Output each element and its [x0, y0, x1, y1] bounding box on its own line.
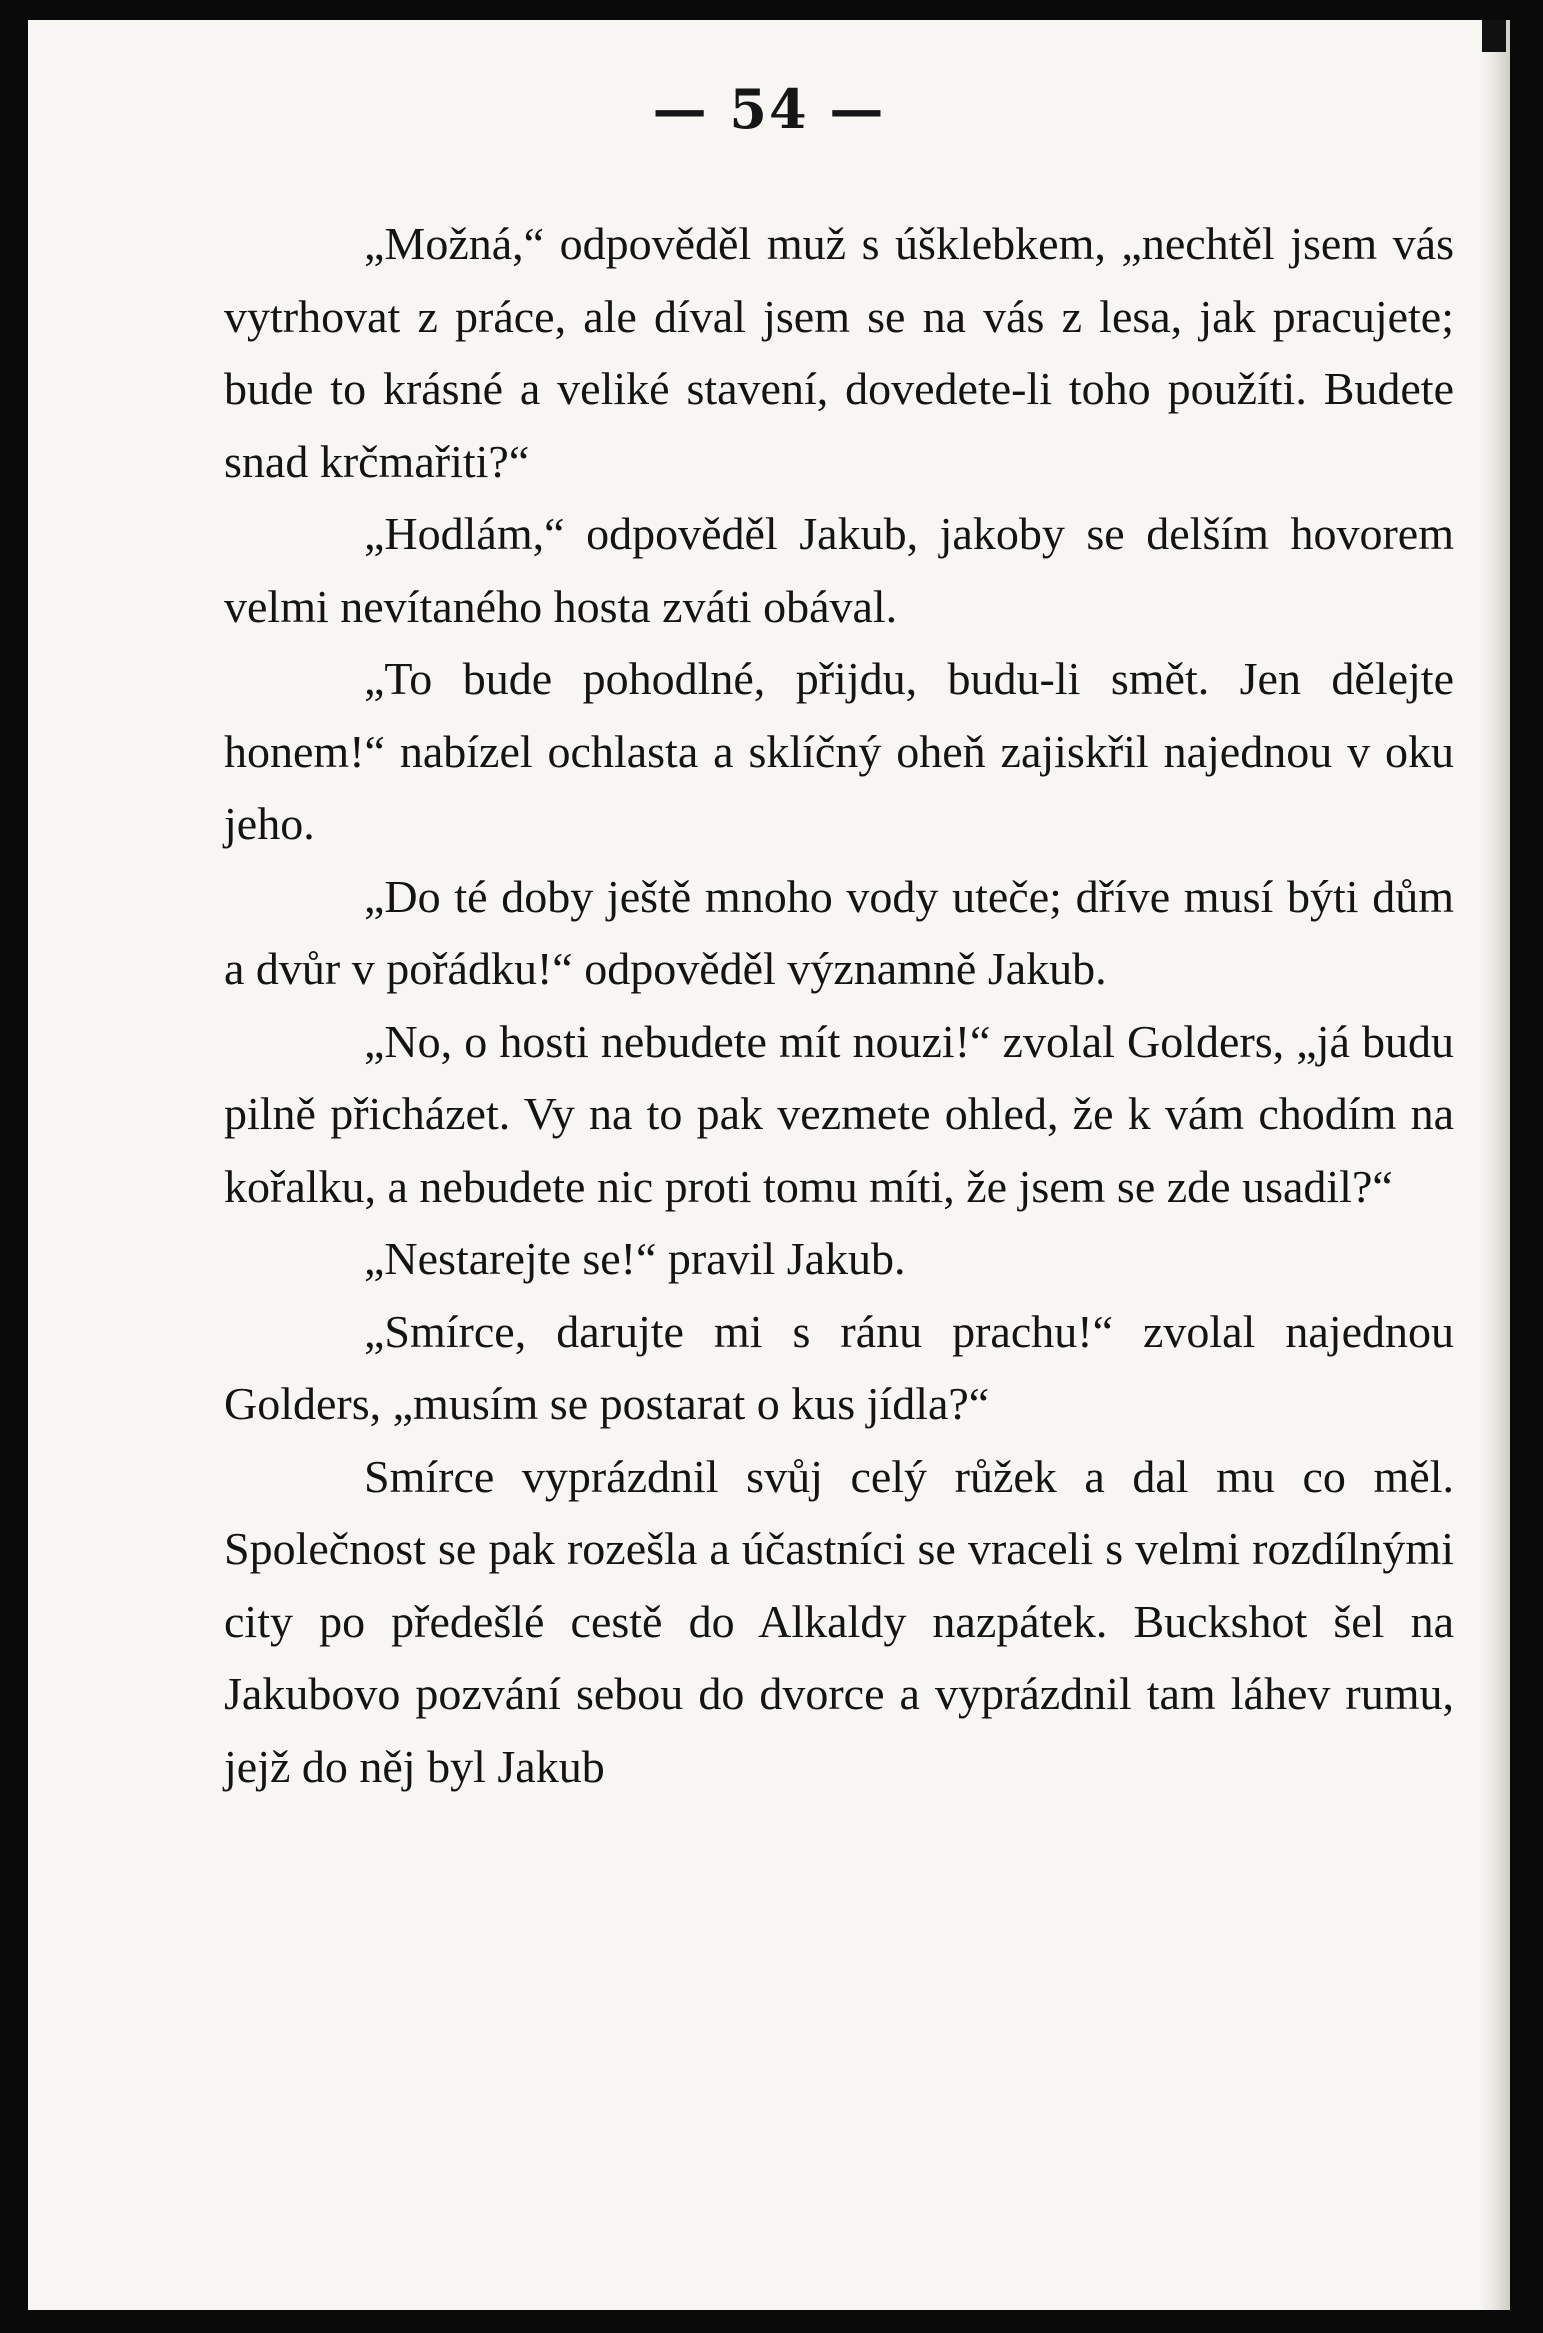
paragraph: Smírce vyprázdnil svůj celý růžek a dal mu co měl. Společnost se pak rozešla a účastníci se vraceli s velmi rozdílnými city po předešlé cestě do Alkaldy nazpátek. Buckshot šel na Jakubovo pozvání sebou do dvorce a vyprázdnil tam láhev rumu, jejž do něj byl Jakub	[224, 1450, 1454, 1792]
paragraph: „Do té doby ještě mnoho vody uteče; dříve musí býti dům a dvůr v pořádku!“ odpověděl významně Jakub.	[224, 870, 1454, 994]
paragraph: „Smírce, darujte mi s ránu prachu!“ zvolal najednou Golders, „musím se postarat o kus jídla?“	[224, 1305, 1454, 1429]
page-number: — 54 —	[652, 77, 886, 141]
scan-corner-mark	[1482, 20, 1506, 52]
paragraph: „Hodlám,“ odpověděl Jakub, jakoby se delším hovorem velmi nevítaného hosta zváti obával.	[224, 508, 1454, 632]
page-edge-shadow	[1480, 20, 1510, 2310]
book-page	[28, 20, 1510, 2310]
paragraph: „No, o hosti nebudete mít nouzi!“ zvolal Golders, „já budu pilně přicházet. Vy na to pak vezmete ohled, že k vám chodím na kořalku, a nebudete nic proti tomu míti, že jsem se zde usadil?“	[224, 1015, 1454, 1212]
paragraph: „Nestarejte se!“ pravil Jakub.	[364, 1233, 906, 1284]
body-text	[224, 208, 1454, 1803]
paragraph: „To bude pohodlné, přijdu, budu-li smět. Jen dělejte honem!“ nabízel ochlasta a sklíčný oheň zajiskřil najednou v oku jeho.	[224, 653, 1454, 849]
paragraph: „Možná,“ odpověděl muž s úšklebkem, „nechtěl jsem vás vytrhovat z práce, ale díval jsem se na vás z lesa, jak pracujete; bude to krásné a veliké stavení, dovedete-li toho použíti. Budete snad krčmařiti?“	[224, 218, 1454, 487]
